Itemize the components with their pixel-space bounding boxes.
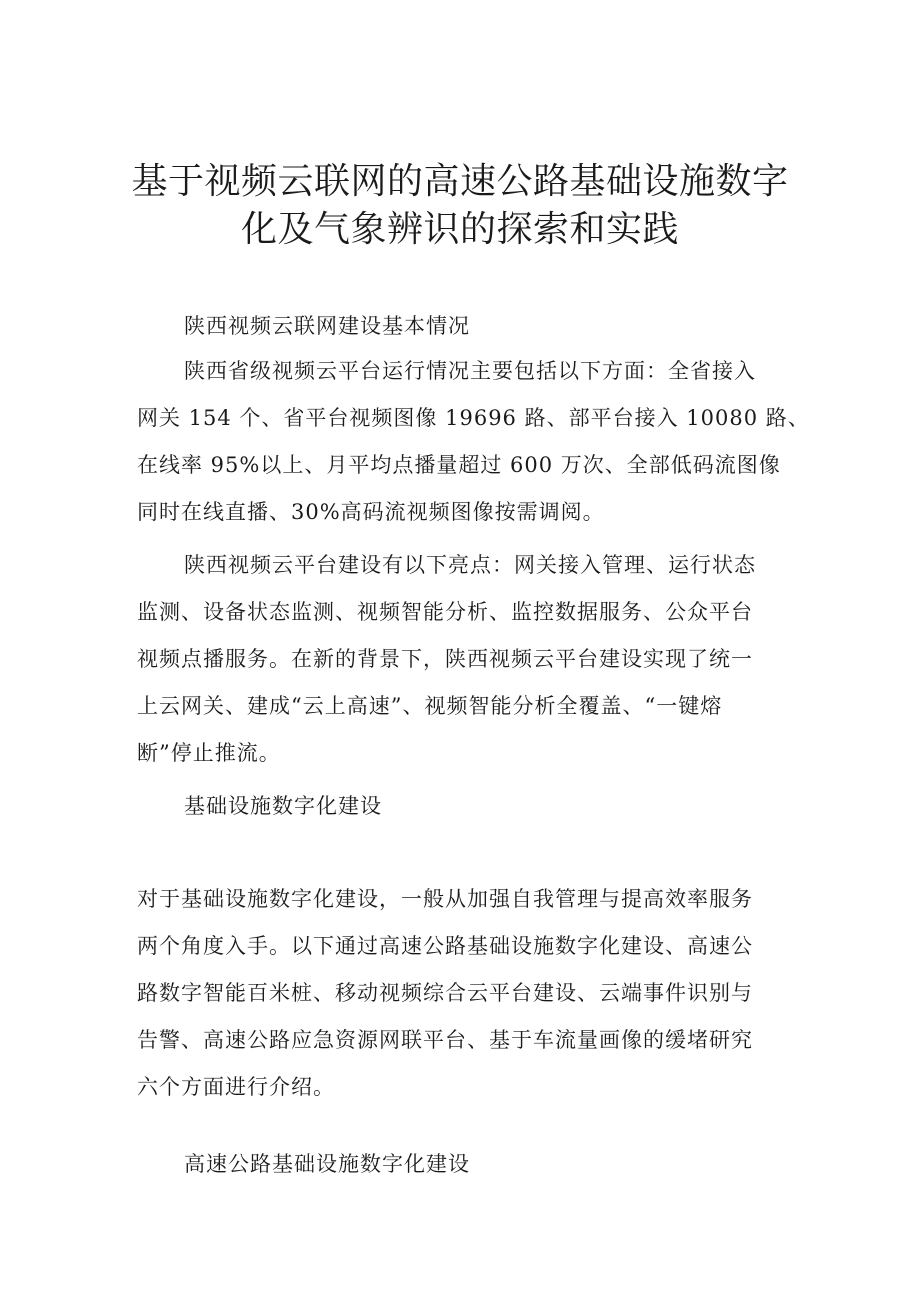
paragraph-platform-highlights [137, 542, 792, 777]
paragraph-line: 上云网关、建成“云上高速”、视频智能分析全覆盖、“一键熔 [137, 694, 723, 718]
section-heading-shaanxi-video-cloud: 陕西视频云联网建设基本情况 [184, 314, 470, 338]
paragraph-line: 对于基础设施数字化建设，一般从加强自我管理与提高效率服务 [137, 887, 753, 911]
paragraph-line: 路数字智能百米桩、移动视频综合云平台建设、云端事件识别与 [137, 981, 753, 1005]
paragraph-line: 在线率 95%以上、月平均点播量超过 600 万次、全部低码流图像 [137, 453, 781, 477]
paragraph-platform-operation [137, 348, 810, 536]
paragraph-line: 六个方面进行介绍。 [137, 1075, 335, 1099]
title-line: 化及气象辨识的探索和实践 [240, 209, 679, 250]
paragraph-line: 断”停止推流。 [137, 741, 281, 765]
paragraph-line: 两个角度入手。以下通过高速公路基础设施数字化建设、高速公 [137, 934, 753, 958]
paragraph-line: 陕西省级视频云平台运行情况主要包括以下方面：全省接入 [184, 359, 756, 383]
paragraph-line: 网关 154 个、省平台视频图像 19696 路、部平台接入 10080 路、 [137, 406, 810, 430]
paragraph-digitalization-overview [137, 876, 792, 1111]
section-heading-highway-infrastructure: 高速公路基础设施数字化建设 [184, 1152, 470, 1176]
paragraph-line: 陕西视频云平台建设有以下亮点：网关接入管理、运行状态 [184, 553, 756, 577]
paragraph-line: 同时在线直播、30%高码流视频图像按需调阅。 [137, 500, 605, 524]
paragraph-line: 监测、设备状态监测、视频智能分析、监控数据服务、公众平台 [137, 600, 753, 624]
title-line: 基于视频云联网的高速公路基础设施数字 [131, 161, 789, 202]
paragraph-line: 告警、高速公路应急资源网联平台、基于车流量画像的缓堵研究 [137, 1028, 753, 1052]
document-title [100, 158, 820, 254]
section-heading-infrastructure-digitalization: 基础设施数字化建设 [184, 794, 382, 818]
paragraph-line: 视频点播服务。在新的背景下，陕西视频云平台建设实现了统一 [137, 647, 753, 671]
